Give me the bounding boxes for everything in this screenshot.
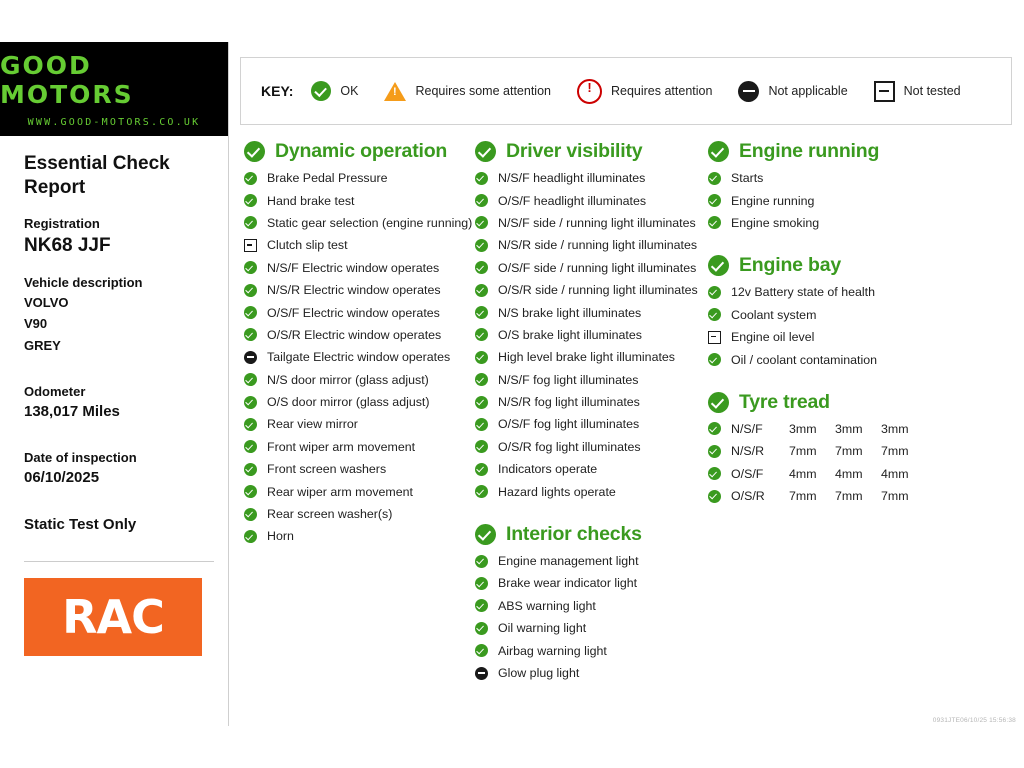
- table-row: [708, 440, 1008, 462]
- ok-icon: [475, 485, 488, 498]
- ok-icon: [475, 644, 488, 657]
- checklist-item-label: N/S/R fog light illuminates: [498, 395, 640, 410]
- checklist-item: [244, 212, 476, 234]
- ok-icon: [244, 306, 257, 319]
- checklist-item-label: Brake wear indicator light: [498, 576, 638, 591]
- section-header: [475, 523, 703, 546]
- checklist-item-label: Static gear selection (engine running): [267, 215, 473, 230]
- checklist-item: [244, 167, 476, 189]
- key-item-attention: [577, 79, 712, 104]
- section-header: [708, 254, 1008, 277]
- ok-icon: [475, 524, 496, 545]
- ok-icon: [244, 508, 257, 521]
- ok-icon: [708, 392, 729, 413]
- tyre-outer-depth: 3mm: [789, 421, 817, 436]
- checklist-item-label: Hand brake test: [267, 193, 355, 208]
- section-header: [708, 140, 1008, 163]
- checklist-item: [475, 436, 703, 458]
- checklist-item-label: N/S brake light illuminates: [498, 305, 642, 320]
- key-item-some-attention-label: Requires some attention: [415, 84, 551, 98]
- checklist-item-label: O/S/F headlight illuminates: [498, 193, 647, 208]
- section-interior-checks: [475, 523, 703, 684]
- warning-triangle-icon: [384, 82, 406, 101]
- footer-note: 0931JTE06/10/25 15:56:38: [932, 717, 1016, 724]
- checklist-item: [475, 572, 703, 594]
- sidebar: [0, 42, 229, 726]
- checklist-item: [708, 212, 1008, 234]
- ok-icon: [475, 194, 488, 207]
- checklist-item: [475, 662, 703, 684]
- tyre-outer-depth: 7mm: [789, 444, 817, 459]
- ok-icon: [475, 239, 488, 252]
- brand-logo: [0, 42, 228, 136]
- section-tyre-tread: [708, 391, 1008, 508]
- checklist-item: [475, 480, 703, 502]
- checklist-item: [708, 167, 1008, 189]
- brand-name: GOOD MOTORS: [0, 50, 134, 109]
- tyre-position: N/S/F: [731, 421, 763, 436]
- checklist-item: [244, 458, 476, 480]
- ok-icon: [244, 141, 265, 162]
- section-title: Dynamic operation: [275, 140, 448, 162]
- checklist-item-label: Engine running: [731, 193, 815, 208]
- tyre-outer-depth: 4mm: [789, 466, 817, 481]
- checklist-item-label: N/S/R side / running light illuminates: [498, 238, 698, 253]
- checklist-item: [244, 189, 476, 211]
- checklist-item: [244, 346, 476, 368]
- table-row: [708, 463, 1008, 485]
- checklist-item-label: Starts: [731, 171, 764, 186]
- section-title: Driver visibility: [506, 140, 643, 162]
- checklist-item-label: Rear wiper arm movement: [267, 484, 413, 499]
- not-applicable-icon: [738, 81, 759, 102]
- ok-icon: [708, 353, 721, 366]
- inspection-block: [24, 450, 206, 486]
- checklist-item: [244, 503, 476, 525]
- ok-icon: [244, 216, 257, 229]
- checklist-item: [475, 189, 703, 211]
- key-item-ok-label: OK: [340, 84, 359, 98]
- ok-icon: [244, 284, 257, 297]
- ok-icon: [475, 284, 488, 297]
- section-title: Interior checks: [506, 522, 642, 545]
- tyre-middle-depth: 7mm: [835, 444, 863, 459]
- section-dynamic-operation: [244, 140, 476, 548]
- ok-icon: [244, 396, 257, 409]
- checklist-item-label: Coolant system: [731, 307, 817, 322]
- partner-logo-text: RAC: [62, 590, 164, 645]
- tyre-inner-depth: 7mm: [881, 489, 909, 504]
- bottom-margin: [0, 726, 1024, 768]
- checklist-item-label: N/S/F Electric window operates: [267, 260, 440, 275]
- checklist-item-label: O/S/R fog light illuminates: [498, 439, 641, 454]
- section-header: [708, 391, 1008, 414]
- checklist-item-label: Engine smoking: [731, 215, 820, 230]
- checklist-item: [244, 369, 476, 391]
- odometer-label: Odometer: [24, 384, 86, 400]
- checklist-item-label: Front wiper arm movement: [267, 439, 416, 454]
- checklist-item: [244, 436, 476, 458]
- checklist-item: [475, 324, 703, 346]
- section-engine-bay: [708, 254, 1008, 371]
- tyre-outer-depth: 7mm: [789, 489, 817, 504]
- checklist-item-label: Rear screen washer(s): [267, 507, 393, 522]
- ok-icon: [708, 194, 721, 207]
- registration-label: Registration: [24, 215, 100, 231]
- checklist-item: [475, 257, 703, 279]
- ok-icon: [708, 172, 721, 185]
- odometer-block: [24, 384, 206, 420]
- checklist-item: [708, 348, 1008, 370]
- section-header: [475, 140, 703, 163]
- ok-icon: [475, 141, 496, 162]
- ok-icon: [708, 141, 729, 162]
- checklist-item-label: Oil warning light: [498, 621, 587, 636]
- ok-icon: [708, 467, 721, 480]
- section-engine-running: [708, 140, 1008, 234]
- checklist-item-label: N/S/F side / running light illuminates: [498, 215, 696, 230]
- checklist-item-label: O/S door mirror (glass adjust): [267, 395, 430, 410]
- key-legend: [240, 57, 1012, 125]
- checklist-item: [244, 480, 476, 502]
- ok-icon: [475, 328, 488, 341]
- ok-icon: [244, 418, 257, 431]
- checklist-item-label: Oil / coolant contamination: [731, 352, 878, 367]
- ok-icon: [708, 445, 721, 458]
- ok-icon: [244, 485, 257, 498]
- not-tested-icon: [874, 81, 895, 102]
- checklist-item-label: N/S/R Electric window operates: [267, 283, 441, 298]
- checklist-item: [475, 595, 703, 617]
- vehicle-model: V90: [24, 316, 48, 332]
- ok-icon: [311, 81, 331, 101]
- tyre-inner-depth: 4mm: [881, 466, 909, 481]
- odometer-value: 138,017 Miles: [24, 403, 120, 421]
- key-label: KEY:: [261, 83, 294, 99]
- ok-icon: [708, 490, 721, 503]
- checklist-item-label: N/S/F headlight illuminates: [498, 171, 646, 186]
- partner-logo: [24, 578, 202, 656]
- ok-icon: [475, 373, 488, 386]
- checklist-item: [708, 304, 1008, 326]
- checklist-item: [475, 550, 703, 572]
- checklist-item: [244, 391, 476, 413]
- checklist-item-label: O/S/F Electric window operates: [267, 305, 440, 320]
- checklist-item: [244, 234, 476, 256]
- section-driver-visibility: [475, 140, 703, 503]
- checklist-item-label: Engine management light: [498, 554, 639, 569]
- test-type: Static Test Only: [24, 516, 137, 534]
- ok-icon: [708, 286, 721, 299]
- checklist-item-label: ABS warning light: [498, 598, 596, 613]
- checklist-item: [475, 617, 703, 639]
- checklist-item: [475, 639, 703, 661]
- checklist-item-label: Indicators operate: [498, 462, 598, 477]
- checklist-item-label: Tailgate Electric window operates: [267, 350, 451, 365]
- checklist-item: [244, 257, 476, 279]
- registration-value: NK68 JJF: [24, 234, 111, 256]
- checklist-item: [244, 413, 476, 435]
- vehicle-label: Vehicle description: [24, 274, 143, 290]
- ok-icon: [475, 577, 488, 590]
- checklist-item: [475, 391, 703, 413]
- ok-icon: [708, 422, 721, 435]
- checklist-item: [475, 279, 703, 301]
- tyre-inner-depth: 3mm: [881, 421, 909, 436]
- section-title: Engine running: [739, 140, 880, 162]
- ok-icon: [244, 328, 257, 341]
- checklist-item: [244, 324, 476, 346]
- section-title: Engine bay: [739, 254, 842, 277]
- not-tested-icon: [708, 331, 721, 344]
- checklist-item-label: O/S/F side / running light illuminates: [498, 260, 697, 275]
- ok-icon: [708, 216, 721, 229]
- checklist-item: [708, 189, 1008, 211]
- tyre-position: O/S/F: [731, 466, 764, 481]
- ok-icon: [708, 255, 729, 276]
- checklist-item: [475, 212, 703, 234]
- key-item-not-applicable: [738, 81, 847, 102]
- section-header: [244, 140, 476, 163]
- ok-icon: [475, 306, 488, 319]
- ok-icon: [475, 622, 488, 635]
- ok-icon: [475, 599, 488, 612]
- ok-icon: [708, 308, 721, 321]
- key-item-ok: [311, 81, 358, 101]
- checklist-item: [475, 346, 703, 368]
- checklist-item: [244, 301, 476, 323]
- column-engine: [708, 140, 1008, 515]
- ok-icon: [475, 463, 488, 476]
- checklist-item-label: Brake Pedal Pressure: [267, 171, 388, 186]
- section-title: Tyre tread: [739, 390, 830, 413]
- checklist-item-label: Glow plug light: [498, 666, 580, 680]
- checklist-item-label: Front screen washers: [267, 462, 387, 477]
- column-driver-visibility: [475, 140, 703, 692]
- checklist-item: [475, 369, 703, 391]
- checklist-item: [475, 167, 703, 189]
- tyre-position: O/S/R: [731, 489, 765, 504]
- ok-icon: [244, 373, 257, 386]
- ok-icon: [475, 216, 488, 229]
- checklist-item-label: High level brake light illuminates: [498, 350, 675, 365]
- checklist-item-label: Rear view mirror: [267, 417, 358, 432]
- ok-icon: [244, 463, 257, 476]
- ok-icon: [475, 351, 488, 364]
- table-row: [708, 485, 1008, 507]
- ok-icon: [244, 440, 257, 453]
- ok-icon: [475, 555, 488, 568]
- inspection-value: 06/10/2025: [24, 469, 100, 487]
- key-item-not-tested: [874, 81, 961, 102]
- checklist-item: [244, 525, 476, 547]
- column-dynamic-operation: [244, 140, 476, 556]
- tyre-middle-depth: 7mm: [835, 489, 863, 504]
- ok-icon: [475, 261, 488, 274]
- checklist-item-label: O/S brake light illuminates: [498, 327, 642, 342]
- checklist-columns: [240, 140, 1020, 720]
- tyre-middle-depth: 4mm: [835, 466, 863, 481]
- key-item-not-applicable-label: Not applicable: [768, 84, 848, 98]
- checklist-item: [475, 413, 703, 435]
- checklist-item-label: O/S/F fog light illuminates: [498, 417, 640, 432]
- ok-icon: [475, 418, 488, 431]
- checklist-item-label: 12v Battery state of health: [731, 285, 875, 300]
- inspection-label: Date of inspection: [24, 450, 137, 466]
- checklist-item-label: O/S/R side / running light illuminates: [498, 283, 698, 298]
- key-item-some-attention: [384, 82, 551, 101]
- not-applicable-icon: [244, 351, 257, 364]
- checklist-item: [475, 234, 703, 256]
- checklist-item: [244, 279, 476, 301]
- checklist-item: [475, 458, 703, 480]
- checklist-item-label: N/S door mirror (glass adjust): [267, 372, 429, 387]
- ok-icon: [475, 172, 488, 185]
- checklist-item: [708, 281, 1008, 303]
- checklist-item-label: Hazard lights operate: [498, 484, 616, 499]
- checklist-item: [708, 326, 1008, 348]
- ok-icon: [244, 172, 257, 185]
- vehicle-colour: GREY: [24, 337, 61, 353]
- tyre-middle-depth: 3mm: [835, 421, 863, 436]
- brand-url: WWW.GOOD-MOTORS.CO.UK: [27, 116, 201, 128]
- checklist-item-label: Airbag warning light: [498, 643, 607, 658]
- checklist-item-label: Horn: [267, 529, 294, 544]
- checklist-item: [475, 301, 703, 323]
- checklist-item-label: O/S/R Electric window operates: [267, 327, 442, 342]
- table-row: [708, 418, 1008, 440]
- registration-block: [24, 216, 206, 257]
- alert-circle-icon: [577, 79, 602, 104]
- ok-icon: [475, 396, 488, 409]
- top-margin: [0, 0, 1024, 42]
- ok-icon: [244, 530, 257, 543]
- tyre-inner-depth: 7mm: [881, 444, 909, 459]
- checklist-item-label: N/S/F fog light illuminates: [498, 372, 639, 387]
- vehicle-make: VOLVO: [24, 294, 69, 310]
- tyre-position: N/S/R: [731, 444, 765, 459]
- checklist-item-label: Engine oil level: [731, 330, 815, 345]
- ok-icon: [475, 440, 488, 453]
- key-item-attention-label: Requires attention: [610, 84, 713, 98]
- not-applicable-icon: [475, 667, 488, 680]
- page-title: Essential Check Report: [24, 153, 170, 198]
- ok-icon: [244, 261, 257, 274]
- checklist-item-label: Clutch slip test: [267, 238, 348, 253]
- divider: [24, 561, 214, 562]
- key-item-not-tested-label: Not tested: [903, 84, 961, 98]
- not-tested-icon: [244, 239, 257, 252]
- ok-icon: [244, 194, 257, 207]
- vehicle-block: [24, 275, 206, 355]
